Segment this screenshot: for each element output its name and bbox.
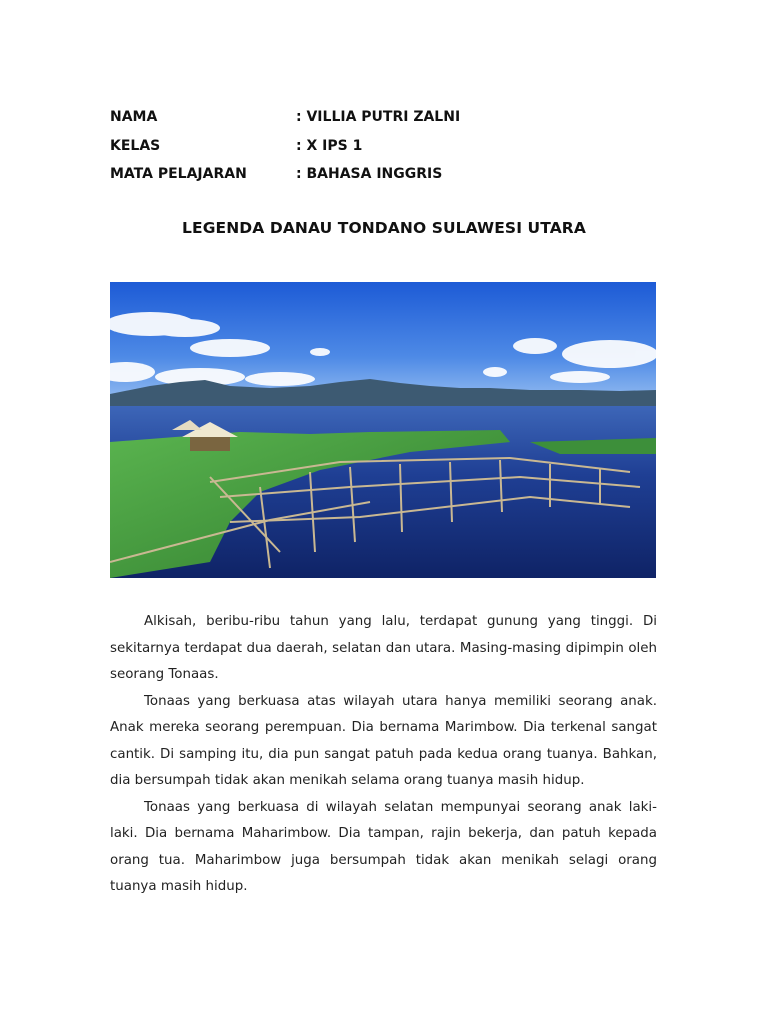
info-row-class: [110, 132, 460, 161]
info-label: NAMA: [110, 109, 158, 126]
info-row-name: [110, 103, 460, 132]
info-row-subject: [110, 160, 460, 189]
info-value: : VILLIA PUTRI ZALNI: [296, 109, 461, 126]
info-value: : BAHASA INGGRIS: [296, 166, 443, 183]
info-value: : X IPS 1: [296, 137, 363, 154]
story-text: [110, 609, 657, 901]
paragraph: Tonaas yang berkuasa atas wilayah utara hanya memiliki seorang anak. Anak mereka seorang perempuan. Dia bernama Marimbow. Dia terkenal sangat cantik. Di samping itu, dia pun sangat patuh pada kedua orang tuanya. Bahkan, dia bersumpah tidak akan menikah selama orang tuanya masih hidup.: [110, 693, 657, 788]
document-title: LEGENDA DANAU TONDANO SULAWESI UTARA: [182, 219, 586, 237]
paragraph: Tonaas yang berkuasa di wilayah selatan mempunyai seorang anak laki-laki. Dia bernama Maharimbow. Dia tampan, rajin bekerja, dan patuh kepada orang tua. Maharimbow juga bersumpah tidak akan menikah selagi orang tuanya masih hidup.: [110, 799, 657, 894]
student-info: [110, 103, 460, 189]
paragraph: Alkisah, beribu-ribu tahun yang lalu, terdapat gunung yang tinggi. Di sekitarnya terdapat dua daerah, selatan dan utara. Masing-masing dipimpin oleh seorang Tonaas.: [110, 614, 657, 682]
lake-photo: [110, 282, 656, 578]
info-label: KELAS: [110, 137, 161, 154]
info-label: MATA PELAJARAN: [110, 166, 247, 183]
